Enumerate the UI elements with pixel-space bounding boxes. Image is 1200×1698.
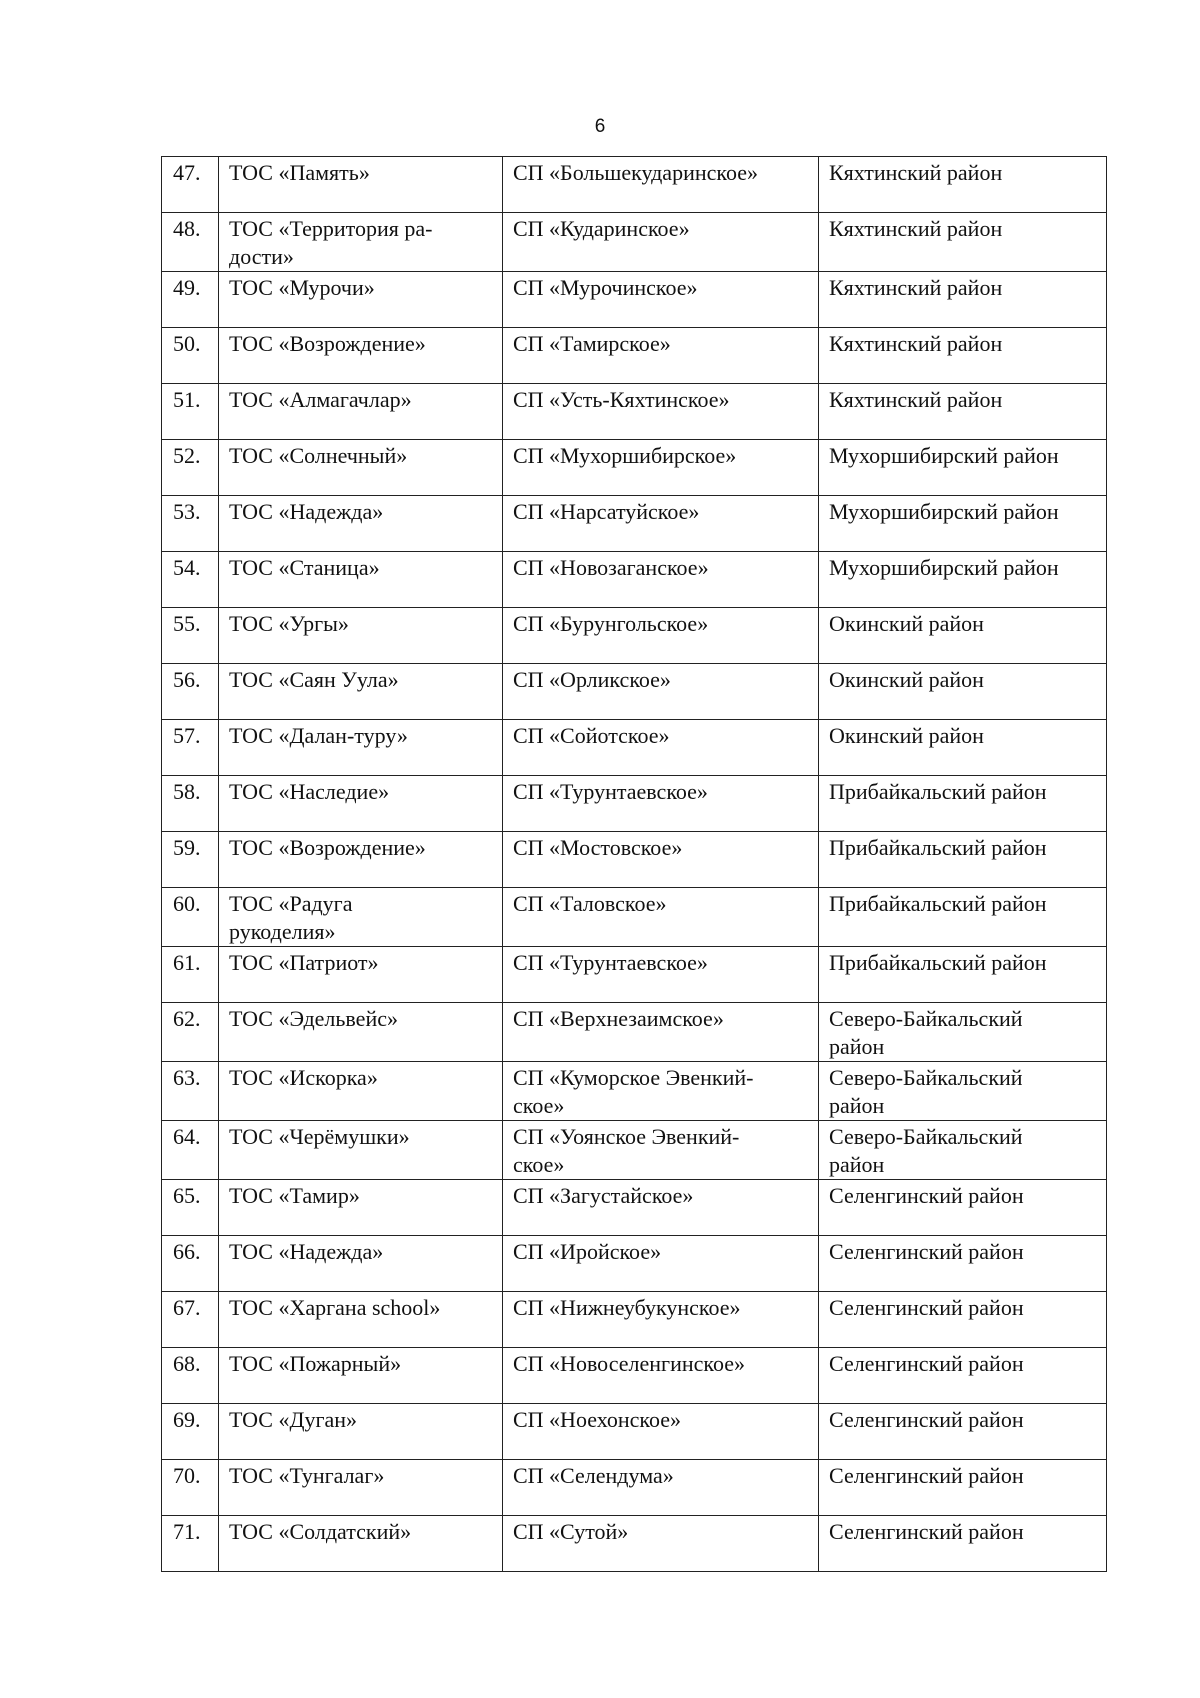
settlement-name: СП «Сутой» bbox=[503, 1516, 819, 1572]
table-row bbox=[162, 1404, 1107, 1460]
row-number: 53. bbox=[162, 496, 219, 552]
table-row bbox=[162, 496, 1107, 552]
settlement-name: СП «Мухоршибирское» bbox=[503, 440, 819, 496]
district-name: Прибайкальский район bbox=[819, 947, 1107, 1003]
settlement-name: СП «Орликское» bbox=[503, 664, 819, 720]
row-number: 59. bbox=[162, 832, 219, 888]
district-name: Окинский район bbox=[819, 608, 1107, 664]
tos-name: ТОС «Возрождение» bbox=[219, 328, 503, 384]
table-row bbox=[162, 1003, 1107, 1062]
row-number: 49. bbox=[162, 272, 219, 328]
table-row bbox=[162, 1292, 1107, 1348]
settlement-name: СП «Загустайское» bbox=[503, 1180, 819, 1236]
table-row bbox=[162, 328, 1107, 384]
tos-name: ТОС «Наследие» bbox=[219, 776, 503, 832]
settlement-name: СП «Иройское» bbox=[503, 1236, 819, 1292]
settlement-name: СП «Новозаганское» bbox=[503, 552, 819, 608]
table-row bbox=[162, 213, 1107, 272]
settlement-name: СП «Турунтаевское» bbox=[503, 776, 819, 832]
settlement-name: СП «Большекударинское» bbox=[503, 157, 819, 213]
district-name: Окинский район bbox=[819, 664, 1107, 720]
row-number: 66. bbox=[162, 1236, 219, 1292]
table-row bbox=[162, 832, 1107, 888]
district-name: Селенгинский район bbox=[819, 1180, 1107, 1236]
tos-name: ТОС «Патриот» bbox=[219, 947, 503, 1003]
table-row bbox=[162, 888, 1107, 947]
tos-name: ТОС «Ургы» bbox=[219, 608, 503, 664]
district-name: Селенгинский район bbox=[819, 1404, 1107, 1460]
table-row bbox=[162, 384, 1107, 440]
tos-name: ТОС «Пожарный» bbox=[219, 1348, 503, 1404]
tos-name: ТОС «Тунгалаг» bbox=[219, 1460, 503, 1516]
tos-name: ТОС «Территория ра- дости» bbox=[219, 213, 503, 272]
row-number: 65. bbox=[162, 1180, 219, 1236]
tos-name: ТОС «Надежда» bbox=[219, 496, 503, 552]
settlement-name: СП «Новоселенгинское» bbox=[503, 1348, 819, 1404]
district-name: Селенгинский район bbox=[819, 1348, 1107, 1404]
table-row bbox=[162, 552, 1107, 608]
settlement-name: СП «Усть-Кяхтинское» bbox=[503, 384, 819, 440]
tos-name: ТОС «Надежда» bbox=[219, 1236, 503, 1292]
tos-name: ТОС «Далан-туру» bbox=[219, 720, 503, 776]
row-number: 54. bbox=[162, 552, 219, 608]
row-number: 52. bbox=[162, 440, 219, 496]
settlement-name: СП «Мостовское» bbox=[503, 832, 819, 888]
row-number: 64. bbox=[162, 1121, 219, 1180]
settlement-name: СП «Нижнеубукунское» bbox=[503, 1292, 819, 1348]
settlement-name: СП «Сойотское» bbox=[503, 720, 819, 776]
row-number: 68. bbox=[162, 1348, 219, 1404]
tos-name: ТОС «Саян Уула» bbox=[219, 664, 503, 720]
table-row bbox=[162, 1121, 1107, 1180]
row-number: 47. bbox=[162, 157, 219, 213]
row-number: 50. bbox=[162, 328, 219, 384]
tos-name: ТОС «Солдатский» bbox=[219, 1516, 503, 1572]
row-number: 60. bbox=[162, 888, 219, 947]
table-row bbox=[162, 440, 1107, 496]
table-row bbox=[162, 1348, 1107, 1404]
row-number: 48. bbox=[162, 213, 219, 272]
row-number: 63. bbox=[162, 1062, 219, 1121]
district-name: Прибайкальский район bbox=[819, 888, 1107, 947]
tos-name: ТОС «Возрождение» bbox=[219, 832, 503, 888]
district-name: Северо-Байкальский район bbox=[819, 1121, 1107, 1180]
tos-name: ТОС «Дуган» bbox=[219, 1404, 503, 1460]
district-name: Мухоршибирский район bbox=[819, 496, 1107, 552]
district-name: Селенгинский район bbox=[819, 1292, 1107, 1348]
table-row bbox=[162, 947, 1107, 1003]
settlement-name: СП «Уоянское Эвенкий- ское» bbox=[503, 1121, 819, 1180]
district-name: Кяхтинский район bbox=[819, 157, 1107, 213]
row-number: 55. bbox=[162, 608, 219, 664]
district-name: Северо-Байкальский район bbox=[819, 1062, 1107, 1121]
settlement-name: СП «Селендума» bbox=[503, 1460, 819, 1516]
table-row bbox=[162, 157, 1107, 213]
table-row bbox=[162, 1460, 1107, 1516]
settlement-name: СП «Мурочинское» bbox=[503, 272, 819, 328]
row-number: 51. bbox=[162, 384, 219, 440]
district-name: Кяхтинский район bbox=[819, 328, 1107, 384]
tos-table-body bbox=[162, 157, 1107, 1572]
district-name: Селенгинский район bbox=[819, 1460, 1107, 1516]
settlement-name: СП «Верхнезаимское» bbox=[503, 1003, 819, 1062]
settlement-name: СП «Таловское» bbox=[503, 888, 819, 947]
row-number: 71. bbox=[162, 1516, 219, 1572]
row-number: 61. bbox=[162, 947, 219, 1003]
table-row bbox=[162, 1516, 1107, 1572]
tos-name: ТОС «Черёмушки» bbox=[219, 1121, 503, 1180]
district-name: Мухоршибирский район bbox=[819, 440, 1107, 496]
row-number: 56. bbox=[162, 664, 219, 720]
row-number: 58. bbox=[162, 776, 219, 832]
table-row bbox=[162, 1180, 1107, 1236]
district-name: Окинский район bbox=[819, 720, 1107, 776]
table-row bbox=[162, 1062, 1107, 1121]
settlement-name: СП «Куморское Эвенкий- ское» bbox=[503, 1062, 819, 1121]
district-name: Кяхтинский район bbox=[819, 213, 1107, 272]
settlement-name: СП «Нарсатуйское» bbox=[503, 496, 819, 552]
settlement-name: СП «Кударинское» bbox=[503, 213, 819, 272]
district-name: Селенгинский район bbox=[819, 1516, 1107, 1572]
table-row bbox=[162, 776, 1107, 832]
district-name: Селенгинский район bbox=[819, 1236, 1107, 1292]
district-name: Прибайкальский район bbox=[819, 776, 1107, 832]
settlement-name: СП «Тамирское» bbox=[503, 328, 819, 384]
tos-name: ТОС «Солнечный» bbox=[219, 440, 503, 496]
tos-name: ТОС «Эдельвейс» bbox=[219, 1003, 503, 1062]
row-number: 67. bbox=[162, 1292, 219, 1348]
district-name: Северо-Байкальский район bbox=[819, 1003, 1107, 1062]
row-number: 57. bbox=[162, 720, 219, 776]
tos-name: ТОС «Станица» bbox=[219, 552, 503, 608]
tos-name: ТОС «Алмагачлар» bbox=[219, 384, 503, 440]
district-name: Прибайкальский район bbox=[819, 832, 1107, 888]
row-number: 70. bbox=[162, 1460, 219, 1516]
table-row bbox=[162, 664, 1107, 720]
tos-name: ТОС «Искорка» bbox=[219, 1062, 503, 1121]
settlement-name: СП «Турунтаевское» bbox=[503, 947, 819, 1003]
district-name: Мухоршибирский район bbox=[819, 552, 1107, 608]
tos-name: ТОС «Мурочи» bbox=[219, 272, 503, 328]
district-name: Кяхтинский район bbox=[819, 384, 1107, 440]
table-row bbox=[162, 1236, 1107, 1292]
tos-name: ТОС «Память» bbox=[219, 157, 503, 213]
tos-table bbox=[161, 156, 1107, 1572]
district-name: Кяхтинский район bbox=[819, 272, 1107, 328]
page-number: 6 bbox=[594, 116, 606, 137]
settlement-name: СП «Ноехонское» bbox=[503, 1404, 819, 1460]
settlement-name: СП «Бурунгольское» bbox=[503, 608, 819, 664]
table-row bbox=[162, 720, 1107, 776]
tos-name: ТОС «Радуга рукоделия» bbox=[219, 888, 503, 947]
row-number: 62. bbox=[162, 1003, 219, 1062]
row-number: 69. bbox=[162, 1404, 219, 1460]
table-row bbox=[162, 608, 1107, 664]
tos-name: ТОС «Харгана school» bbox=[219, 1292, 503, 1348]
tos-name: ТОС «Тамир» bbox=[219, 1180, 503, 1236]
table-row bbox=[162, 272, 1107, 328]
